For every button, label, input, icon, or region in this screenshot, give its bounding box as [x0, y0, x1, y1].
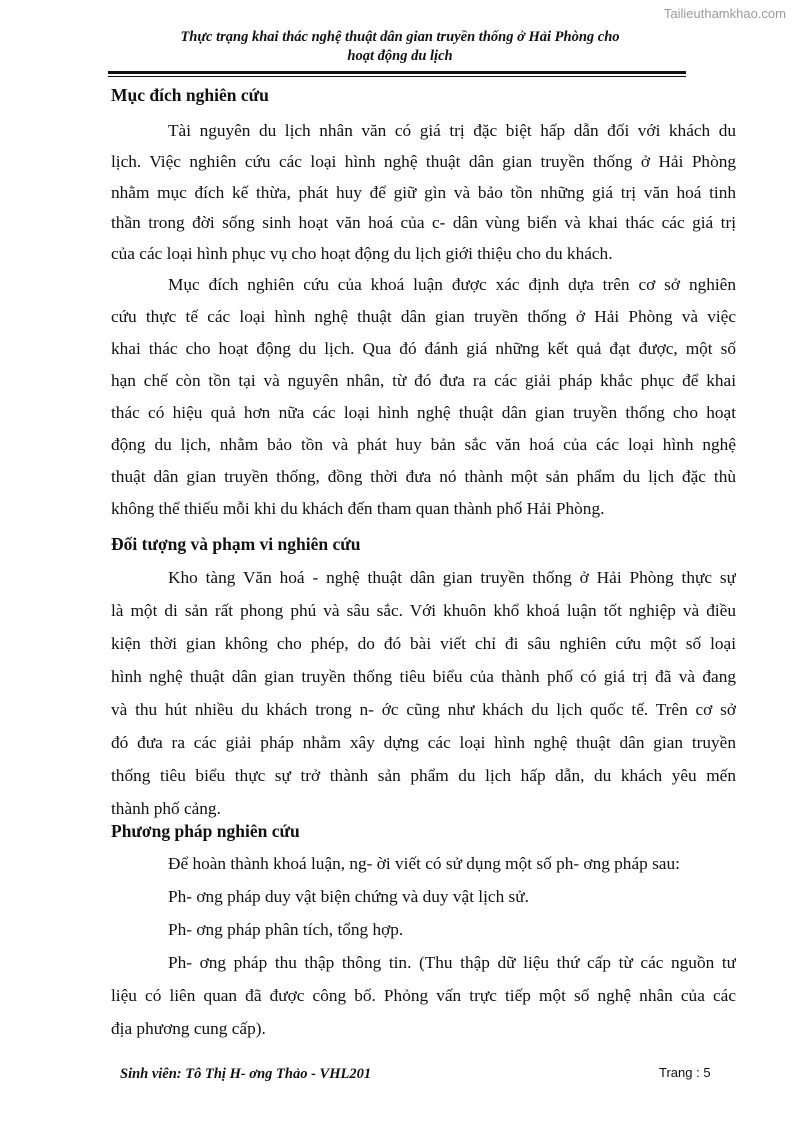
paragraph-line: thác có hiệu quả hơn nữa các loại hình nghệ thuật dân gian truyền thống cho hoạt: [111, 403, 736, 422]
footer-page-number: Trang : 5: [659, 1065, 711, 1080]
section-heading: Phương pháp nghiên cứu: [111, 821, 300, 841]
footer-student: Sinh viên: Tô Thị H- ơng Thảo - VHL201: [120, 1066, 372, 1082]
paragraph-line: Mục đích nghiên cứu của khoá luận được xác định dựa trên cơ sở nghiên: [168, 275, 736, 294]
paragraph-line: lịch. Việc nghiên cứu các loại hình nghệ thuật dân gian truyền thống ở Hải Phòng: [111, 151, 736, 171]
paragraph-line: nhằm mục đích kế thừa, phát huy để giữ gìn và bảo tồn những giá trị văn hoá tinh: [111, 182, 736, 202]
paragraph-line: hình nghệ thuật dân gian truyền thống tiêu biểu của thành phố có giá trị đã và đang: [111, 667, 736, 686]
watermark: Tailieuthamkhao.com: [663, 6, 786, 21]
paragraph-line: thống tiêu biểu thực sự trở thành sản phẩm du lịch hấp dẫn, du khách yêu mến: [111, 766, 736, 785]
paragraph-line: thành phố cảng.: [111, 799, 221, 818]
section-heading: Đối tượng và phạm vi nghiên cứu: [111, 534, 361, 554]
paragraph-line: thần trong đời sống sinh hoạt văn hoá của c- dân vùng biển và khai thác các giá trị: [111, 213, 736, 233]
paragraph-line: và thu hút nhiều du khách trong n- ớc cũng như khách du lịch quốc tế. Trên cơ sở: [111, 700, 736, 719]
header-title-line1: Thực trạng khai thác nghệ thuật dân gian truyền thống ở Hải Phòng cho: [180, 29, 620, 45]
paragraph-line: kiện thời gian không cho phép, do đó bài viết chỉ đi sâu nghiên cứu một số loại: [111, 634, 736, 653]
header-rule: [108, 71, 686, 74]
header-rule-thin: [108, 76, 686, 77]
paragraph-line: đó đưa ra các giải pháp nhằm xây dựng các loại hình nghệ thuật dân gian truyền: [111, 733, 736, 752]
paragraph-line: không thể thiếu mỗi khi du khách đến tham quan thành phố Hải Phòng.: [111, 499, 605, 518]
paragraph-line: liệu có liên quan đã được công bố. Phỏng vấn trực tiếp một số nghệ nhân của các: [111, 986, 736, 1005]
paragraph-line: Để hoàn thành khoá luận, ng- ời viết có sử dụng một số ph- ơng pháp sau:: [168, 854, 680, 873]
paragraph-line: Tài nguyên du lịch nhân văn có giá trị đặc biệt hấp dẫn đối với khách du: [168, 121, 736, 140]
paragraph-line: Ph- ơng pháp thu thập thông tin. (Thu thập dữ liệu thứ cấp từ các nguồn tư: [168, 953, 736, 972]
paragraph-line: Kho tàng Văn hoá - nghệ thuật dân gian truyền thống ở Hải Phòng thực sự: [168, 568, 736, 587]
paragraph-line: thuật dân gian truyền thống, đồng thời đưa nó thành một sản phẩm du lịch đặc thù: [111, 467, 736, 486]
paragraph-line: Ph- ơng pháp duy vật biện chứng và duy vật lịch sử.: [168, 887, 529, 906]
header-title-line2: hoạt động du lịch: [347, 48, 453, 64]
paragraph-line: Ph- ơng pháp phân tích, tổng hợp.: [168, 920, 404, 939]
section-heading: Mục đích nghiên cứu: [111, 85, 269, 105]
paragraph-line: cứu thực tế các loại hình nghệ thuật dân gian truyền thống ở Hải Phòng và việc: [111, 307, 736, 326]
paragraph-line: địa phương cung cấp).: [111, 1019, 266, 1038]
paragraph-line: khai thác cho hoạt động du lịch. Qua đó đánh giá những kết quả đạt được, một số: [111, 339, 736, 358]
paragraph-line: là một di sản rất phong phú và sâu sắc. Với khuôn khổ khoá luận tốt nghiệp và điều: [111, 601, 736, 620]
paragraph-line: động du lịch, nhằm bảo tồn và phát huy bản sắc văn hoá của các loại hình nghệ: [111, 435, 736, 454]
paragraph-line: của các loại hình phục vụ cho hoạt động du lịch giới thiệu cho du khách.: [111, 244, 613, 264]
paragraph-line: hạn chế còn tồn tại và nguyên nhân, từ đó đưa ra các giải pháp khắc phục để khai: [111, 371, 736, 390]
